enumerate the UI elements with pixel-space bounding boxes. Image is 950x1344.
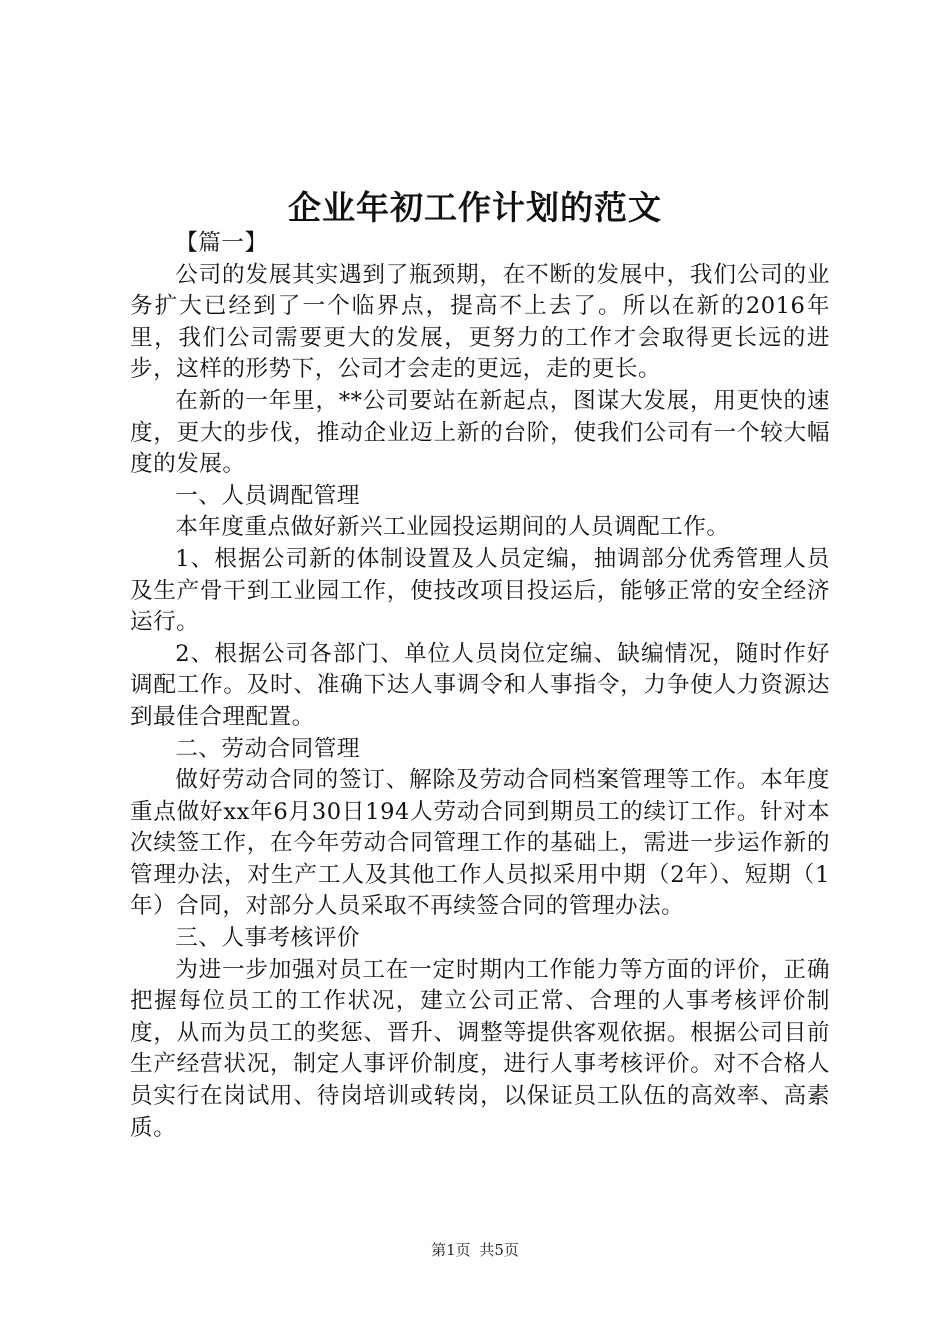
paragraph: 做好劳动合同的签订、解除及劳动合同档案管理等工作。本年度重点做好xx年6月30日194人劳动合同到期员工的续订工作。针对本次续签工作，在今年劳动合同管理工作的基础上，需进一步运作新的管理办法，对生产工人及其他工作人员拟采用中期（2年）、短期（1年）合同，对部分人员采取不再续签合同的管理办法。 [130,767,830,920]
section-heading: 三、人事考核评价 [175,925,360,952]
section-heading: 二、劳动合同管理 [175,735,360,762]
page-footer [0,1238,950,1262]
paragraph: 本年度重点做好新兴工业园投运期间的人员调配工作。 [175,514,730,541]
paragraph: 2、根据公司各部门、单位人员岗位定编、缺编情况，随时作好调配工作。及时、准确下达人事调令和人事指令，力争使人力资源达到最佳合理配置。 [130,640,830,730]
page-number: 第1页 [431,1241,471,1259]
paragraph: 1、根据公司新的体制设置及人员定编，抽调部分优秀管理人员及生产骨干到工业园工作，使技改项目投运后，能够正常的安全经济运行。 [130,545,830,636]
section-heading: 一、人员调配管理 [175,482,360,509]
document-body [130,228,830,1144]
document-title: 企业年初工作计划的范文 [288,188,662,227]
section-marker: 【篇一】 [175,230,268,256]
page-total: 共5页 [479,1241,519,1259]
paragraph: 在新的一年里，**公司要站在新起点，图谋大发展，用更快的速度，更大的步伐，推动企业迈上新的台阶，使我们公司有一个较大幅度的发展。 [130,387,830,478]
paragraph: 公司的发展其实遇到了瓶颈期，在不断的发展中，我们公司的业务扩大已经到了一个临界点，提高不上去了。所以在新的2016年里，我们公司需要更大的发展，更努力的工作才会取得更长远的进步，这样的形势下，公司才会走的更远，走的更长。 [130,261,830,383]
paragraph: 为进一步加强对员工在一定时期内工作能力等方面的评价，正确把握每位员工的工作状况，建立公司正常、合理的人事考核评价制度，从而为员工的奖惩、晋升、调整等提供客观依据。根据公司目前生产经营状况，制定人事评价制度，进行人事考核评价。对不合格人员实行在岗试用、待岗培训或转岗，以保证员工队伍的高效率、高素质。 [130,956,830,1141]
